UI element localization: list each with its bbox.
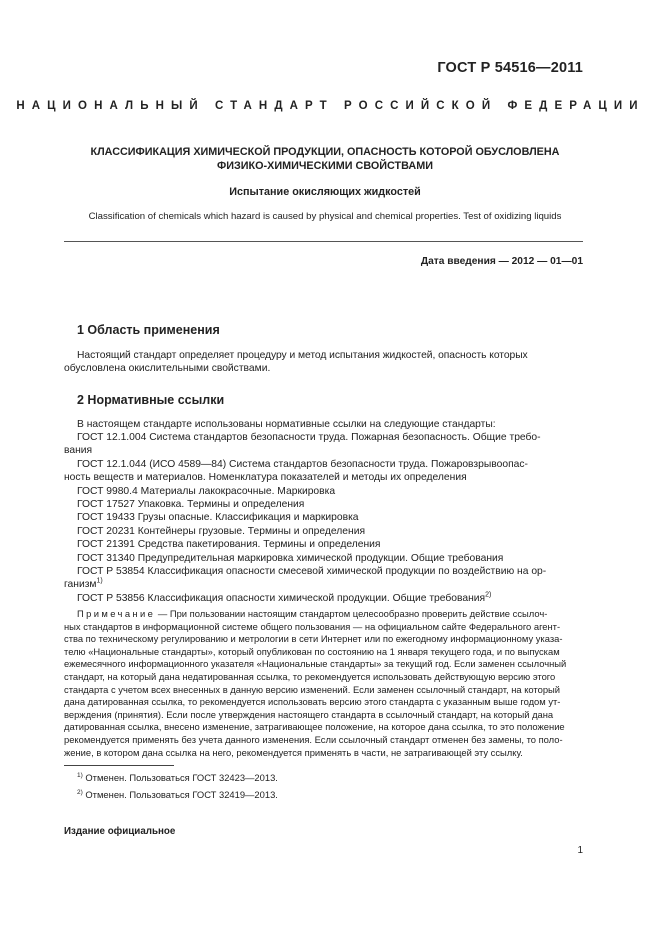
- reference-text: ГОСТ 12.1.004 Система стандартов безопасности труда. Пожарная безопасность. Общие требо-: [77, 432, 541, 443]
- title-line-2: ФИЗИКО-ХИМИЧЕСКИМИ СВОЙСТВАМИ: [217, 160, 433, 172]
- document-title: [60, 145, 590, 173]
- note-line: дана датированная ссылка, то рекомендуется использовать версию этого стандарта с указанным выше годом ут-: [64, 696, 561, 708]
- reference-text: ГОСТ 20231 Контейнеры грузовые. Термины и определения: [77, 525, 366, 537]
- reference-text: ГОСТ 12.1.044 (ИСО 4589—84) Система стандартов безопасности труда. Пожаровзрывоопас-: [77, 458, 528, 470]
- reference-continuation: ность веществ и материалов. Номенклатура показателей и методы их определения: [64, 472, 467, 484]
- section-2-heading: 2 Нормативные ссылки: [77, 393, 225, 407]
- reference-item: [64, 552, 583, 565]
- reference-text: [64, 592, 583, 605]
- normative-references-list: [64, 431, 583, 605]
- footnote-mark: 1): [77, 771, 83, 779]
- section-1-text: [64, 349, 583, 376]
- note-line: рекомендуется применять без учета данного изменения. Если ссылочный стандарт отменен без замены, то поло-: [64, 733, 563, 745]
- note-line: ства по техническому регулированию и метрологии в сети Интернет или по ежегодному информационному указа-: [64, 633, 563, 645]
- footnote-text: Отменен. Пользоваться ГОСТ 32423—2013.: [85, 772, 278, 783]
- reference-item: [64, 431, 583, 458]
- reference-item: [64, 565, 583, 592]
- reference-item: [64, 511, 583, 524]
- header-divider: [64, 241, 583, 242]
- official-edition-label: Издание официальное: [64, 826, 176, 837]
- reference-text: ГОСТ 19433 Грузы опасные. Классификация и маркировка: [77, 512, 359, 524]
- section-2-intro: В настоящем стандарте использованы нормативные ссылки на следующие стандарты:: [77, 419, 496, 430]
- reference-text: ГОСТ Р 53854 Классификация опасности смесевой химической продукции по воздействию на ор-: [77, 566, 547, 578]
- reference-continuation-text: ганизм: [64, 579, 97, 591]
- title-line-1: КЛАССИФИКАЦИЯ ХИМИЧЕСКОЙ ПРОДУКЦИИ, ОПАСНОСТЬ КОТОРОЙ ОБУСЛОВЛЕНА: [90, 146, 560, 158]
- note-line: [64, 608, 583, 621]
- reference-continuation: вания: [64, 445, 93, 457]
- section-1-heading: 1 Область применения: [77, 323, 220, 337]
- reference-item: [64, 538, 583, 551]
- note-block: [64, 608, 583, 759]
- note-line: телю «Национальные стандарты», который опубликован по состоянию на 1 января текущего года, и по выпускам: [64, 645, 560, 657]
- reference-item: [64, 458, 583, 485]
- note-text: — При пользовании настоящим стандартом целесообразно проверить действие ссылоч-: [155, 608, 548, 619]
- document-subtitle: Испытание окисляющих жидкостей: [229, 186, 421, 198]
- section-1-text-line-2: обусловлена окислительными свойствами.: [64, 363, 271, 375]
- page-number: 1: [577, 845, 583, 856]
- reference-item: [64, 592, 583, 605]
- reference-item: [64, 485, 583, 498]
- footnote-1: [77, 772, 278, 783]
- note-line: ных стандартов в информационной системе общего пользования — на официальном сайте Федерального агент-: [64, 620, 561, 632]
- footnote-2: [77, 789, 278, 800]
- note-line: верждения (принятия). Если после утверждения настоящего стандарта в ссылочный стандарт, на который дана: [64, 708, 554, 720]
- english-title: Classification of chemicals which hazard is caused by physical and chemical properties. Test of oxidizing liquids: [88, 211, 562, 222]
- note-line: жение, в котором дана ссылка на него, рекомендуется применять в части, не затрагивающей эту ссылку.: [64, 746, 523, 758]
- note-line: ежемесячного информационного указателя «Национальные стандарты» за текущий год. Если заменен ссылочный: [64, 658, 567, 670]
- note-label: Примечание: [77, 608, 156, 619]
- reference-line-text: ГОСТ Р 53856 Классификация опасности химической продукции. Общие требования: [77, 592, 486, 604]
- footnote-mark: 2): [77, 788, 83, 796]
- note-line: датированная ссылка, внесено изменение, затрагивающее положение, на которое дана ссылка, то это положение: [64, 721, 565, 733]
- reference-text: ГОСТ 17527 Упаковка. Термины и определения: [77, 499, 305, 511]
- reference-continuation: [64, 578, 583, 591]
- standard-code: ГОСТ Р 54516—2011: [437, 60, 583, 76]
- introduction-date: Дата введения — 2012 — 01—01: [420, 256, 583, 267]
- section-1-text-line-1: Настоящий стандарт определяет процедуру и метод испытания жидкостей, опасность которых: [77, 350, 528, 361]
- reference-text: ГОСТ 31340 Предупредительная маркировка химической продукции. Общие требования: [77, 552, 504, 564]
- national-standard-line: НАЦИОНАЛЬНЫЙ СТАНДАРТ РОССИЙСКОЙ ФЕДЕРАЦИИ: [16, 100, 645, 112]
- reference-item: [64, 498, 583, 511]
- reference-item: [64, 525, 583, 538]
- footnote-divider: [64, 765, 174, 766]
- note-line: стандарт, на который дана недатированная ссылка, то рекомендуется использовать действующую версию этого: [64, 670, 556, 682]
- footnote-text: Отменен. Пользоваться ГОСТ 32419—2013.: [85, 789, 278, 800]
- reference-text: ГОСТ 21391 Средства пакетирования. Термины и определения: [77, 539, 381, 551]
- footnote-marker: 1): [96, 578, 103, 586]
- footnote-marker: 2): [485, 591, 492, 599]
- reference-text: ГОСТ 9980.4 Материалы лакокрасочные. Маркировка: [77, 485, 336, 497]
- note-line: стандарта с учетом всех внесенных в данную версию изменений. Если заменен ссылочный стандарт, на который: [64, 683, 561, 695]
